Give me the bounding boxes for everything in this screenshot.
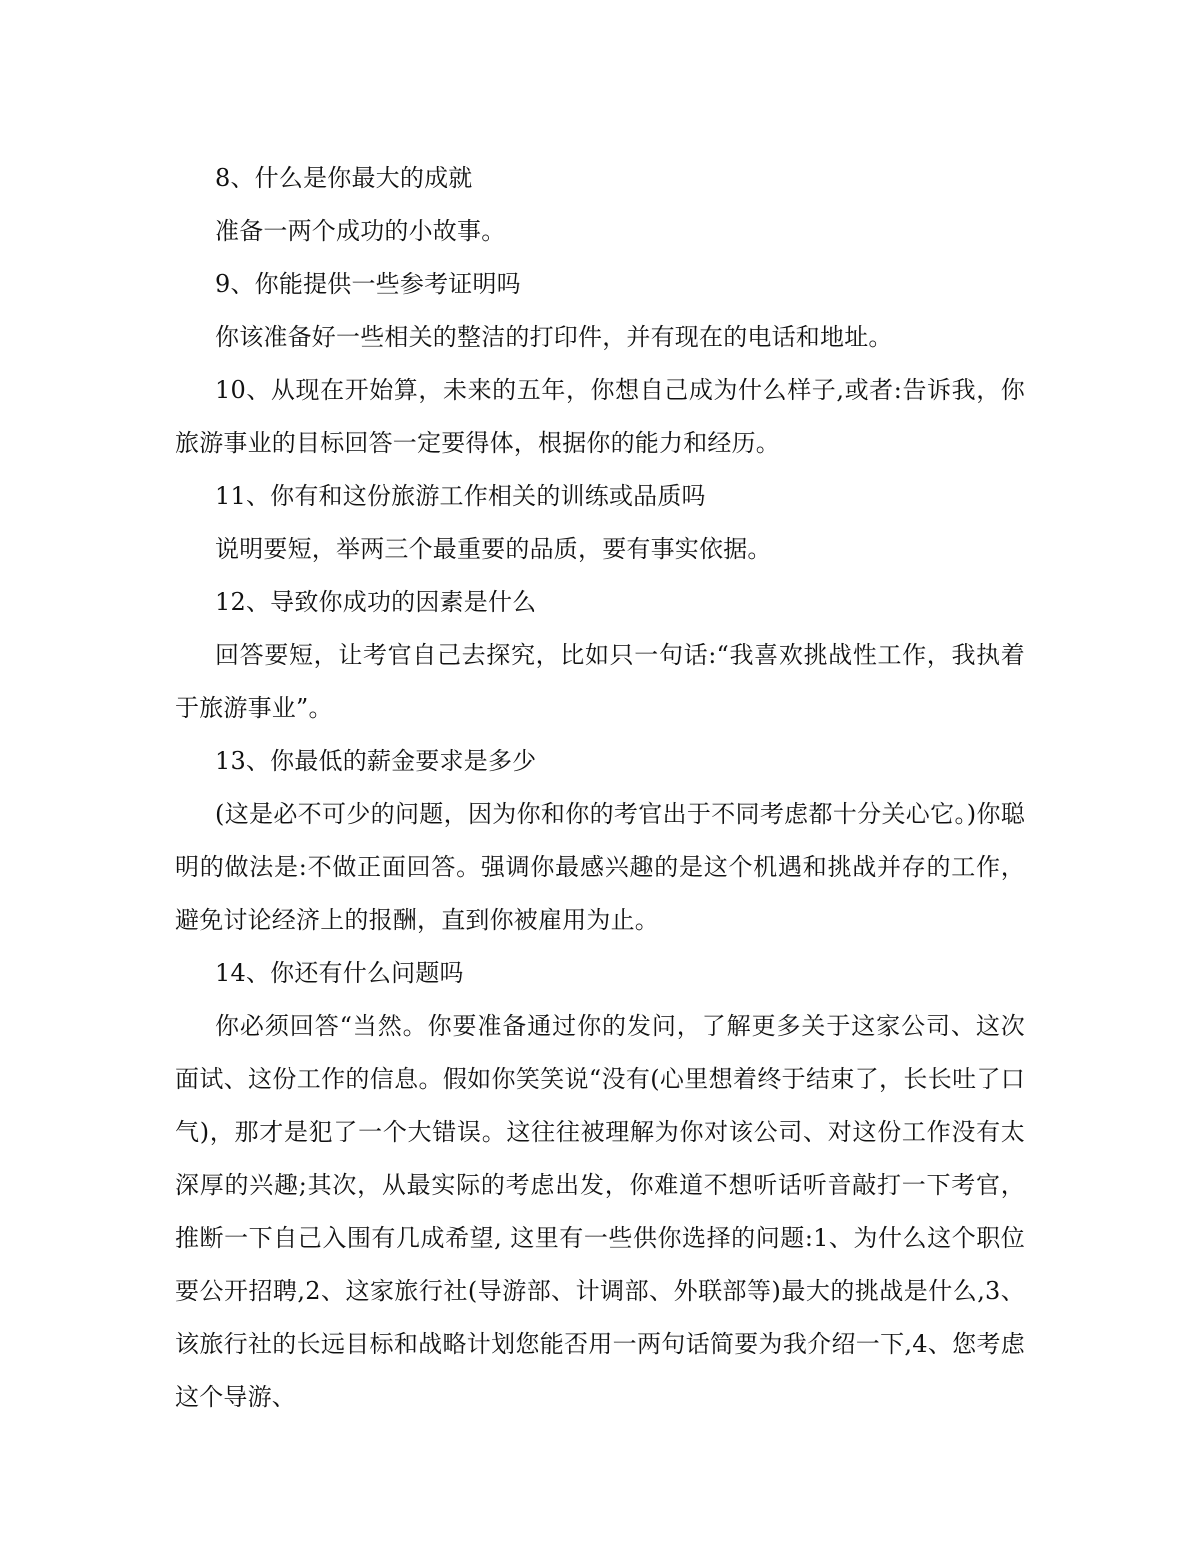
question-8: 8、什么是你最大的成就 [215,164,473,192]
question-12: 12、导致你成功的因素是什么 [215,588,537,616]
answer-13: (这是必不可少的问题，因为你和你的考官出于不同考虑都十分关心它。)你聪明的做法是:不做正面回答。强调你最感兴趣的是这个机遇和挑战并存的工作，避免讨论经济上的报酬，直到你被雇用为止。 [175,800,1025,934]
answer-12: 回答要短，让考官自己去探究，比如只一句话:“我喜欢挑战性工作，我执着于旅游事业”。 [175,641,1025,722]
question-13: 13、你最低的薪金要求是多少 [215,747,537,775]
question-9: 9、你能提供一些参考证明吗 [215,270,521,298]
answer-8: 准备一两个成功的小故事。 [215,217,506,245]
answer-9: 你该准备好一些相关的整洁的打印件，并有现在的电话和地址。 [215,323,893,351]
question-10: 10、从现在开始算，未来的五年，你想自己成为什么样子,或者:告诉我，你旅游事业的目标回答一定要得体，根据你的能力和经历。 [175,376,1025,457]
question-11: 11、你有和这份旅游工作相关的训练或品质吗 [215,482,706,510]
answer-11: 说明要短，举两三个最重要的品质，要有事实依据。 [215,535,772,563]
answer-14: 你必须回答“当然。你要准备通过你的发问，了解更多关于这家公司、这次面试、这份工作的信息。假如你笑笑说“没有(心里想着终于结束了，长长吐了口气)，那才是犯了一个大错误。这往往被理解为你对该公司、对这份工作没有太深厚的兴趣;其次，从最实际的考虑出发，你难道不想听话听音敲打一下考官，推断一下自己入围有几成希望, 这里有一些供你选择的问题:1、为什么这个职位要公开招聘,2、这家旅行社(导游部、计调部、外联部等)最大的挑战是什么,3、该旅行社的长远目标和战略计划您能否用一两句话简要为我介绍一下,4、您考虑这个导游、 [175,1012,1025,1411]
document-body [175,152,1025,1424]
question-14: 14、你还有什么问题吗 [215,959,464,987]
